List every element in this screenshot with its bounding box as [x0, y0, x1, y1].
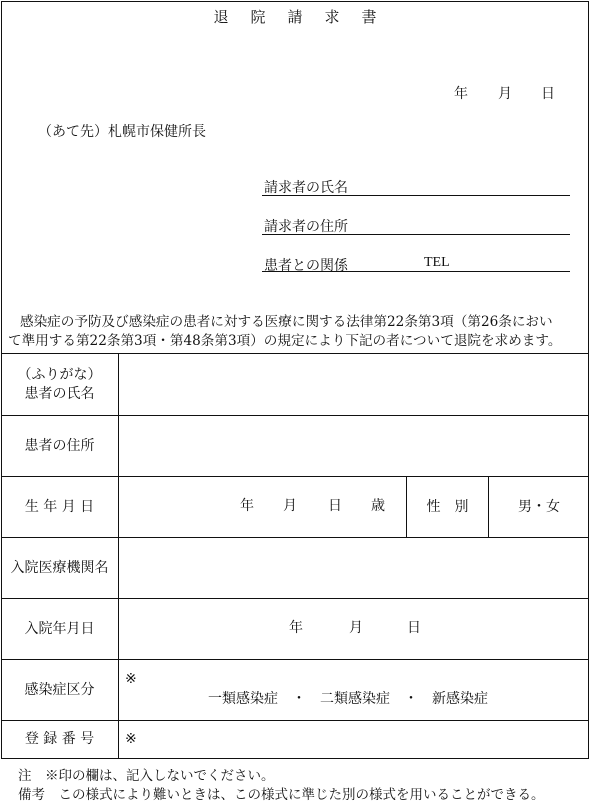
furigana-label: （ふりがな）: [17, 366, 102, 383]
adm-month-label: 月: [349, 620, 363, 636]
title-char: 求: [324, 8, 340, 26]
tel-label: TEL: [424, 255, 450, 270]
hospital-label: 入院医療機関名: [10, 559, 109, 576]
adm-day-label: 日: [407, 620, 421, 636]
date-year-label: 年: [454, 86, 468, 102]
patient-name-label-cell: [1, 354, 118, 415]
relation-label: 患者との関係: [264, 258, 348, 274]
registration-label: 登 録 番 号: [24, 731, 95, 747]
disease-category-field[interactable]: [119, 660, 589, 720]
birth-month-label: 月: [283, 498, 297, 514]
patient-name-label: 患者の氏名: [24, 385, 95, 402]
title-char: 書: [361, 8, 377, 26]
birth-year-label: 年: [240, 498, 254, 514]
requester-address-label: 請求者の住所: [264, 219, 348, 235]
requester-name-field[interactable]: [262, 195, 570, 196]
addressee: （あて先）札幌市保健所長: [38, 124, 206, 140]
birth-day-label: 日: [328, 498, 342, 514]
title-char: 退: [213, 8, 229, 26]
footnote-note: 注 ※印の欄は、記入しないでください。: [18, 768, 275, 784]
age-label: 歳: [371, 498, 385, 514]
admission-date-label: 入院年月日: [24, 620, 95, 637]
date-day-label: 日: [541, 86, 555, 102]
patient-name-field[interactable]: [119, 354, 589, 415]
office-use-mark: ※: [125, 731, 137, 747]
requester-address-field[interactable]: [262, 234, 570, 235]
sex-options[interactable]: 男・女: [518, 498, 560, 515]
registration-field[interactable]: [119, 721, 589, 758]
form-title: [0, 6, 590, 27]
admission-date-field[interactable]: [119, 599, 589, 659]
statement-line-1: 感染症の予防及び感染症の患者に対する医療に関する法律第22条第3項（第26条におい: [20, 314, 553, 330]
title-char: 請: [287, 8, 303, 26]
title-char: 院: [250, 8, 266, 26]
adm-year-label: 年: [289, 620, 303, 636]
relation-tel-field[interactable]: [262, 271, 570, 272]
footnote-remark: 備考 この様式により難いときは、この様式に準じた別の様式を用いることができる。: [18, 787, 545, 803]
disease-options: 一類感染症 ・ 二類感染症 ・ 新感染症: [208, 691, 488, 707]
patient-address-label: 患者の住所: [24, 437, 95, 454]
statement-line-2: て準用する第22条第3項・第48条第3項）の規定により下記の者について退院を求めます。: [8, 333, 562, 349]
birthdate-label: 生 年 月 日: [24, 498, 95, 515]
date-month-label: 月: [498, 86, 512, 102]
disease-category-label: 感染症区分: [24, 681, 95, 698]
hospital-field[interactable]: [119, 538, 589, 598]
sex-label: 性 別: [426, 498, 469, 515]
birthdate-field[interactable]: [119, 477, 406, 537]
requester-name-label: 請求者の氏名: [264, 180, 348, 196]
patient-address-field[interactable]: [119, 416, 589, 476]
office-use-mark: ※: [125, 671, 137, 687]
